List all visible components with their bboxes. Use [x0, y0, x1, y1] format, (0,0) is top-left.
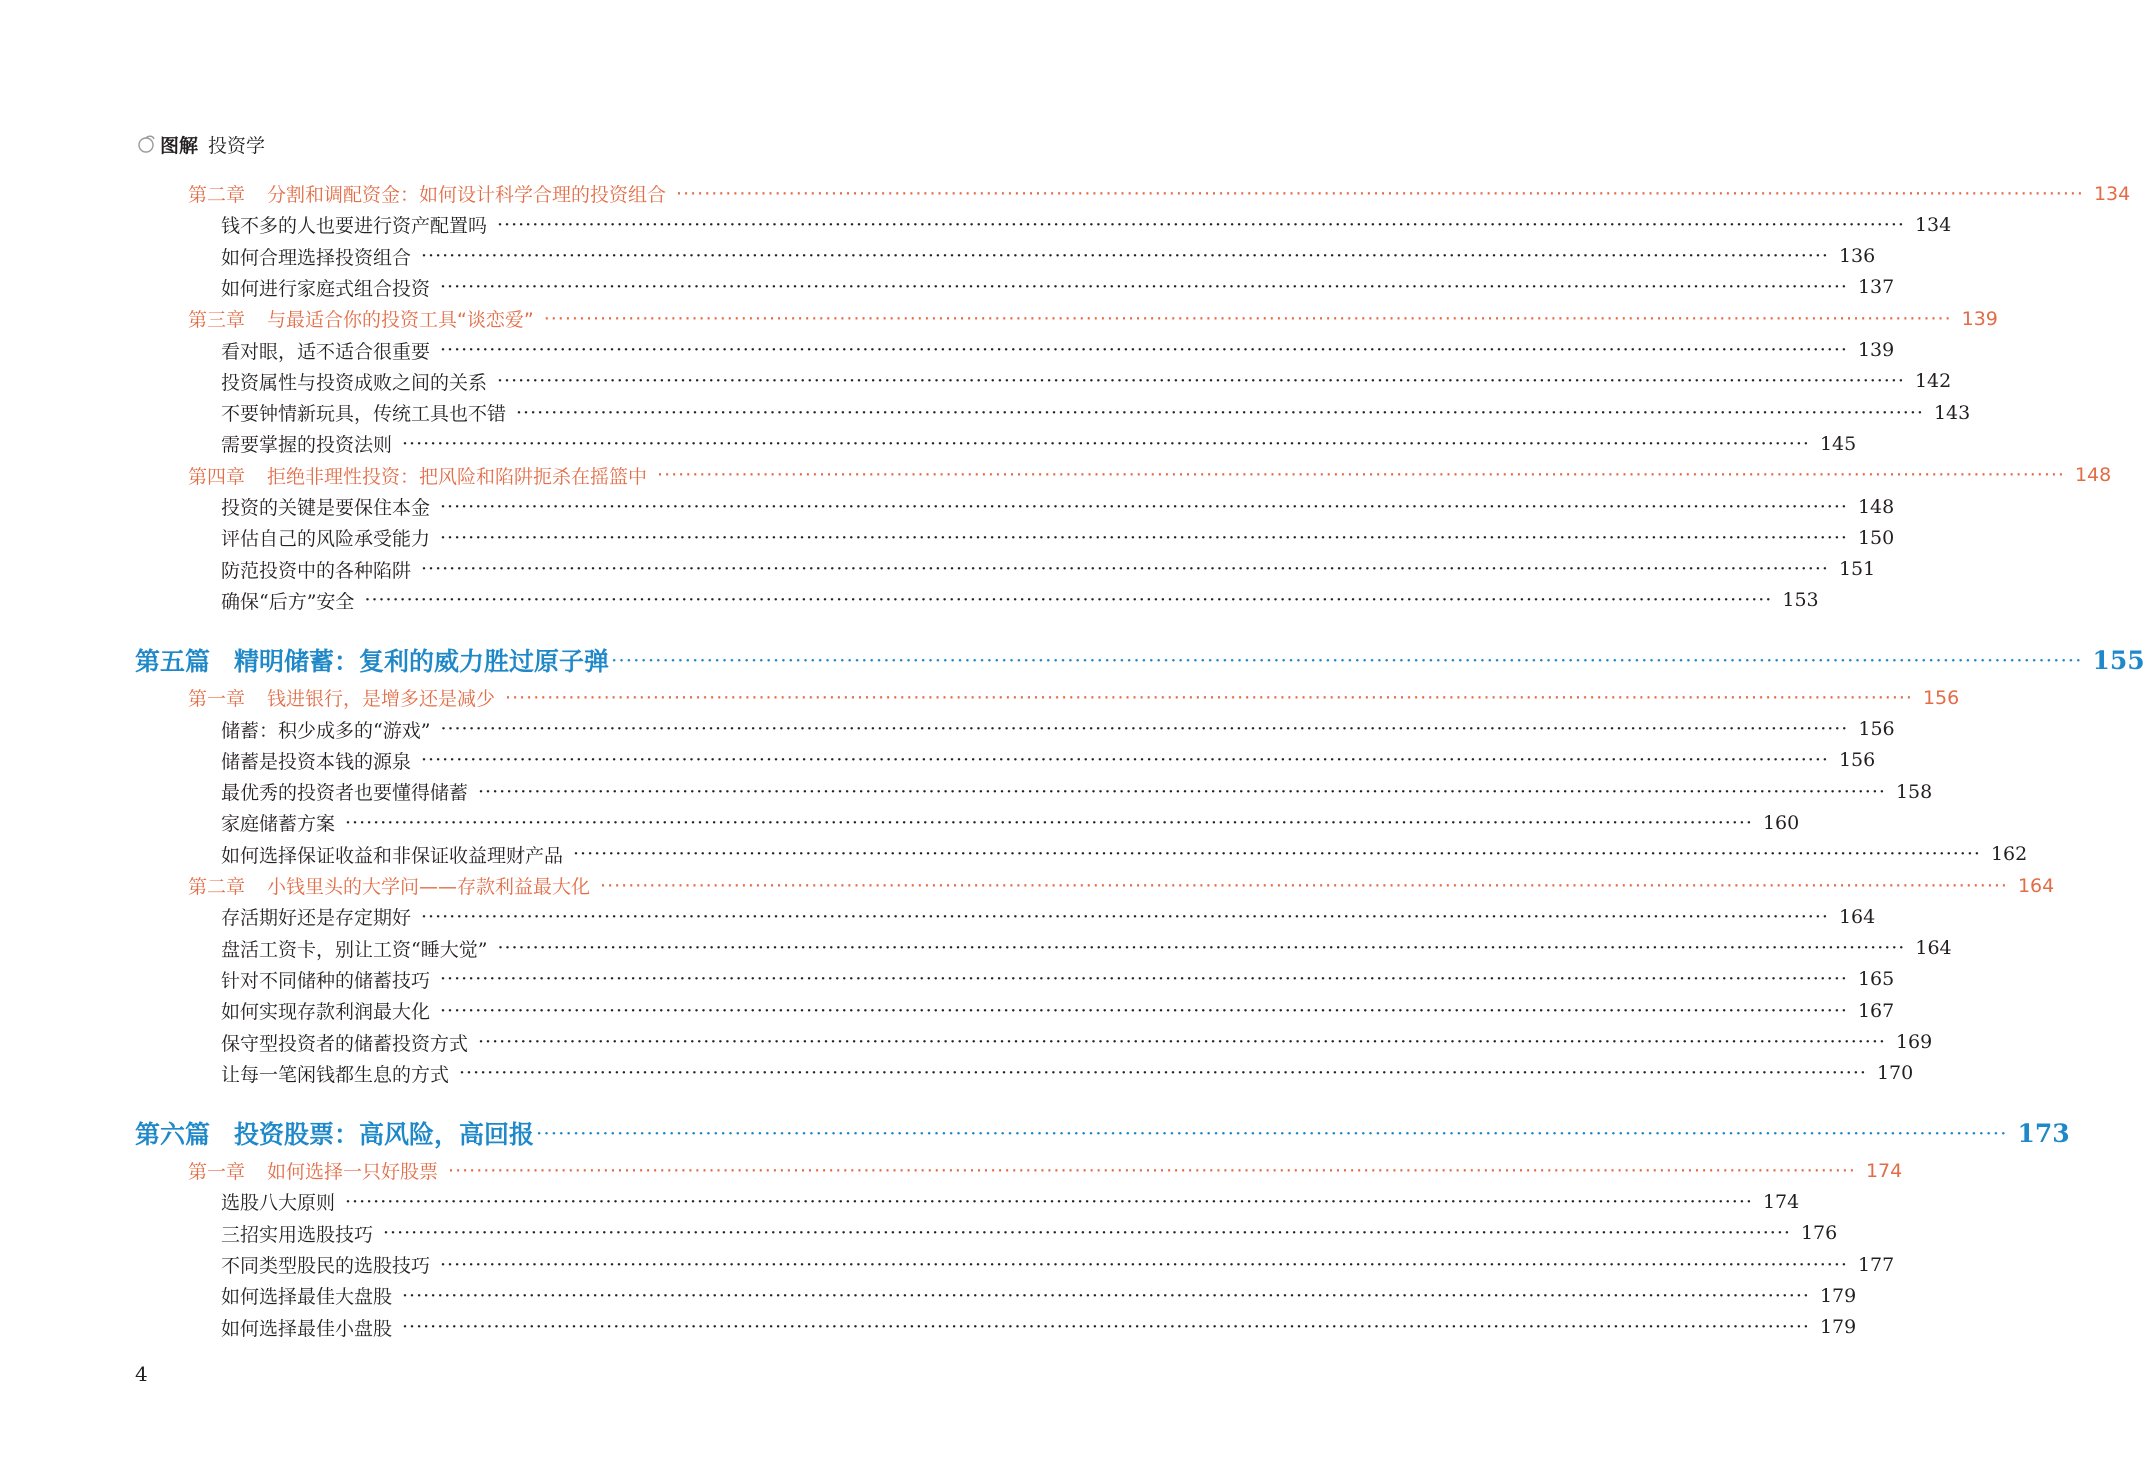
toc-page-number: 164 — [1915, 937, 1952, 960]
toc-section-entry[interactable] — [221, 995, 1895, 1026]
book-brand: 图解 — [160, 134, 199, 157]
toc-section-entry[interactable] — [221, 397, 1971, 428]
toc-chapter-number: 第一章 — [188, 1161, 246, 1184]
dot-leader: ········································································································································································································ — [536, 1121, 2008, 1146]
toc-page-number: 156 — [1922, 686, 1960, 709]
toc-section-entry[interactable] — [221, 839, 2028, 870]
toc-section-entry[interactable] — [221, 491, 1895, 522]
dot-leader: ········································································································································································································ — [440, 339, 1848, 361]
toc-chapter-title: 钱进银行，是增多还是减少 — [267, 688, 496, 711]
toc-page-number: 148 — [2074, 464, 2112, 487]
toc-part-title: 投资股票：高风险，高回报 — [234, 1120, 535, 1150]
toc-page-number: 153 — [1782, 589, 1819, 612]
toc-section-title: 保守型投资者的储蓄投资方式 — [221, 1032, 469, 1055]
toc-section-title: 需要掌握的投资法则 — [221, 434, 393, 457]
toc-chapter-title: 与最适合你的投资工具“谈恋爱” — [267, 309, 534, 332]
toc-page-number: 177 — [1857, 1253, 1895, 1276]
toc-page-number: 162 — [1990, 843, 2028, 866]
toc-section-title: 存活期好还是存定期好 — [221, 907, 412, 930]
toc-page-number: 164 — [1838, 905, 1876, 928]
dot-leader: ········································································································································································································ — [516, 401, 1924, 424]
dot-leader: ········································································································································································································ — [383, 1222, 1791, 1245]
dot-leader: ········································································································································································································ — [459, 1062, 1867, 1085]
toc-page-number: 176 — [1800, 1222, 1838, 1245]
toc-section-entry[interactable] — [221, 964, 1895, 995]
toc-page-number: 145 — [1819, 432, 1857, 455]
toc-chapter-number: 第二章 — [188, 184, 246, 206]
toc-page-number: 136 — [1838, 245, 1876, 268]
toc-chapter-title: 拒绝非理性投资：把风险和陷阱扼杀在摇篮中 — [267, 465, 648, 488]
dot-leader: ········································································································································································································ — [657, 464, 2065, 487]
toc-page-number: 174 — [1865, 1159, 1903, 1182]
toc-chapter-entry[interactable] — [188, 303, 1998, 334]
toc-section-entry[interactable] — [221, 209, 1952, 240]
toc-section-title: 储蓄是投资本钱的源泉 — [221, 750, 412, 773]
dot-leader: ········································································································································································································ — [497, 213, 1905, 236]
dot-leader: ········································································································································································································ — [421, 245, 1829, 268]
toc-chapter-entry[interactable] — [188, 1155, 1903, 1186]
dot-leader: ········································································································································································································ — [611, 648, 2083, 673]
toc-section-entry[interactable] — [221, 272, 1895, 303]
dot-leader: ········································································································································································································ — [600, 874, 2008, 897]
toc-chapter-number: 第二章 — [188, 876, 246, 898]
dot-leader: ········································································································································································································ — [448, 1159, 1856, 1182]
book-subtitle: 投资学 — [208, 134, 266, 157]
toc-section-entry[interactable] — [221, 1312, 1857, 1343]
toc-chapter-title: 如何选择一只好股票 — [267, 1161, 439, 1184]
dot-leader: ········································································································································································································ — [505, 686, 1913, 709]
dot-leader: ········································································································································································································ — [573, 843, 1981, 866]
toc-section-title: 如何选择保证收益和非保证收益理财产品 — [221, 844, 564, 867]
toc-page-number: 148 — [1857, 495, 1895, 518]
dot-leader: ········································································································································································································ — [440, 276, 1848, 299]
toc-section-title: 储蓄：积少成多的“游戏” — [221, 719, 431, 742]
toc-section-entry[interactable] — [221, 1058, 1914, 1089]
toc-section-title: 家庭储蓄方案 — [221, 813, 336, 836]
dot-leader: ········································································································································································································ — [402, 432, 1810, 455]
toc-section-entry[interactable] — [221, 714, 1895, 745]
toc-section-entry[interactable] — [221, 745, 1876, 776]
toc-section-entry[interactable] — [221, 366, 1952, 397]
toc-section-entry[interactable] — [221, 1249, 1895, 1280]
toc-section-title: 如何进行家庭式组合投资 — [221, 277, 431, 300]
toc-section-entry[interactable] — [221, 933, 1952, 964]
toc-chapter-number: 第四章 — [188, 465, 246, 488]
toc-chapter-number: 第一章 — [188, 688, 246, 711]
toc-page-number: 165 — [1857, 968, 1895, 991]
toc-section-entry[interactable] — [221, 901, 1876, 932]
toc-section-entry[interactable] — [221, 585, 1819, 616]
toc-section-entry[interactable] — [221, 1186, 1800, 1217]
dot-leader: ········································································································································································································ — [440, 718, 1849, 740]
toc-section-title: 如何选择最佳大盘股 — [221, 1286, 393, 1309]
toc-page-number: 139 — [1961, 307, 1998, 330]
toc-page-number: 174 — [1762, 1190, 1800, 1213]
toc-section-title: 投资属性与投资成败之间的关系 — [221, 371, 488, 394]
toc-section-entry[interactable] — [221, 554, 1876, 585]
toc-part-title: 精明储蓄：复利的威力胜过原子弹 — [234, 647, 610, 677]
toc-part-number: 第六篇 — [135, 1120, 211, 1150]
toc-section-title: 防范投资中的各种陷阱 — [221, 559, 412, 582]
toc-page-number: 134 — [2093, 182, 2131, 205]
toc-page-number: 134 — [1914, 213, 1952, 236]
book-logo-icon — [135, 133, 157, 155]
dot-leader: ········································································································································································································ — [402, 1316, 1810, 1339]
toc-section-title: 选股八大原则 — [221, 1192, 336, 1215]
dot-leader: ········································································································································································································ — [440, 968, 1848, 991]
dot-leader: ········································································································································································································ — [497, 370, 1905, 393]
toc-page-number: 137 — [1857, 276, 1895, 299]
toc-section-title: 钱不多的人也要进行资产配置吗 — [221, 215, 488, 238]
dot-leader: ········································································································································································································ — [440, 526, 1848, 549]
toc-part-entry[interactable] — [135, 1113, 2070, 1153]
toc-page-number: 143 — [1933, 401, 1971, 424]
toc-section-title: 评估自己的风险承受能力 — [221, 528, 431, 551]
dot-leader: ········································································································································································································ — [478, 780, 1886, 803]
toc-section-title: 投资的关键是要保住本金 — [221, 497, 431, 519]
toc-section-title: 三招实用选股技巧 — [221, 1223, 374, 1246]
toc-page-number: 169 — [1895, 1031, 1933, 1053]
toc-section-entry[interactable] — [221, 335, 1895, 366]
toc-chapter-number: 第三章 — [188, 309, 246, 332]
toc-section-entry[interactable] — [221, 1218, 1838, 1249]
toc-section-title: 不同类型股民的选股技巧 — [221, 1255, 431, 1277]
toc-page-number: 179 — [1819, 1284, 1857, 1307]
running-header — [135, 130, 265, 158]
dot-leader: ········································································································································································································ — [543, 307, 1952, 330]
toc-section-entry[interactable] — [221, 776, 1933, 807]
toc-page-number: 150 — [1857, 526, 1895, 549]
toc-chapter-entry[interactable] — [188, 870, 2055, 901]
dot-leader: ········································································································································································································ — [402, 1284, 1810, 1307]
toc-section-title: 不要钟情新玩具，传统工具也不错 — [221, 403, 507, 426]
toc-part-entry[interactable] — [135, 640, 2145, 680]
dot-leader: ········································································································································································································ — [364, 589, 1773, 612]
toc-chapter-entry[interactable] — [188, 682, 1960, 713]
toc-section-title: 最优秀的投资者也要懂得储蓄 — [221, 782, 469, 805]
toc-chapter-entry[interactable] — [188, 460, 2112, 491]
toc-section-title: 针对不同储种的储蓄技巧 — [221, 969, 431, 992]
dot-leader: ········································································································································································································ — [676, 182, 2084, 205]
dot-leader: ········································································································································································································ — [440, 999, 1848, 1022]
toc-section-title: 盘活工资卡，别让工资“睡大觉” — [221, 938, 488, 961]
toc-section-title: 让每一笔闲钱都生息的方式 — [221, 1063, 450, 1086]
toc-chapter-title: 小钱里头的大学问——存款利益最大化 — [267, 876, 591, 898]
toc-chapter-entry[interactable] — [188, 178, 2131, 209]
page-number: 4 — [135, 1362, 148, 1386]
dot-leader: ········································································································································································································ — [440, 495, 1848, 518]
dot-leader: ········································································································································································································ — [421, 905, 1829, 928]
toc-section-entry[interactable] — [221, 522, 1895, 553]
toc-section-title: 如何合理选择投资组合 — [221, 246, 412, 269]
toc-page-number: 156 — [1838, 749, 1876, 772]
toc-page-number: 155 — [2092, 645, 2145, 675]
toc-section-entry[interactable] — [221, 241, 1876, 272]
toc-page-number: 142 — [1914, 370, 1952, 393]
toc-section-entry[interactable] — [221, 1027, 1933, 1058]
toc-section-entry[interactable] — [221, 428, 1857, 459]
toc-section-entry[interactable] — [221, 807, 1800, 838]
dot-leader: ········································································································································································································ — [497, 937, 1906, 960]
toc-page-number: 179 — [1819, 1316, 1857, 1339]
dot-leader: ········································································································································································································ — [478, 1031, 1886, 1053]
toc-section-title: 看对眼，适不适合很重要 — [221, 340, 431, 363]
toc-page-number: 167 — [1857, 999, 1895, 1022]
toc-page-number: 160 — [1762, 811, 1800, 834]
dot-leader: ········································································································································································································ — [440, 1253, 1848, 1276]
toc-page-number: 164 — [2017, 874, 2055, 897]
dot-leader: ········································································································································································································ — [421, 558, 1829, 581]
dot-leader: ········································································································································································································ — [421, 749, 1829, 772]
toc-page-number: 156 — [1858, 718, 1895, 740]
toc-section-title: 如何选择最佳小盘股 — [221, 1317, 393, 1340]
toc-page-number: 170 — [1876, 1062, 1914, 1085]
toc-page-number: 151 — [1838, 558, 1876, 581]
toc-section-entry[interactable] — [221, 1280, 1857, 1311]
toc-page-number: 173 — [2017, 1118, 2070, 1148]
dot-leader: ········································································································································································································ — [345, 1190, 1753, 1213]
dot-leader: ········································································································································································································ — [345, 811, 1753, 834]
toc-part-number: 第五篇 — [135, 647, 211, 677]
toc-page-number: 158 — [1895, 780, 1933, 803]
toc-section-title: 确保“后方”安全 — [221, 590, 355, 613]
toc-section-title: 如何实现存款利润最大化 — [221, 1001, 431, 1024]
toc-page-number: 139 — [1857, 339, 1895, 361]
toc-chapter-title: 分割和调配资金：如何设计科学合理的投资组合 — [267, 184, 667, 206]
